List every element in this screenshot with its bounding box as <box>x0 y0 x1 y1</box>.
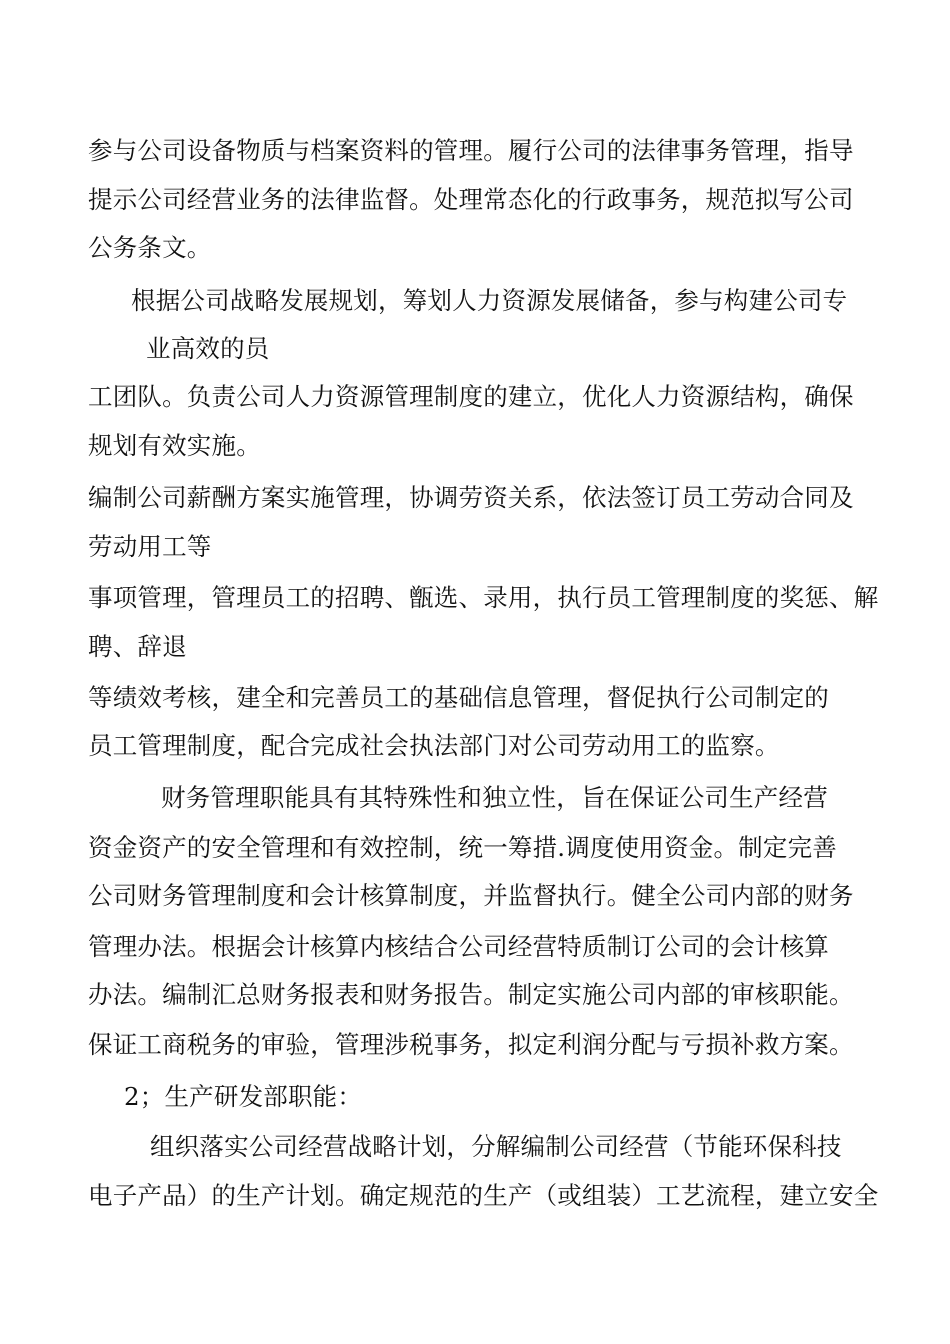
text-line: 等绩效考核，建全和完善员工的基础信息管理，督促执行公司制定的 <box>88 683 829 712</box>
text-line: 员工管理制度，配合完成社会执法部门对公司劳动用工的监察。 <box>88 731 780 760</box>
text-line: 公务条文。 <box>88 233 212 262</box>
text-line: 聘、辞退 <box>88 632 187 661</box>
text-line: 事项管理，管理员工的招聘、甑选、录用，执行员工管理制度的奖惩、解 <box>88 583 879 612</box>
text-line: 财务管理职能具有其特殊性和独立性，旨在保证公司生产经营 <box>161 783 828 812</box>
text-line: 管理办法。根据会计核算内核结合公司经营特质制订公司的会计核算 <box>88 932 829 961</box>
section-heading: 2；生产研发部职能： <box>124 1082 363 1111</box>
text-line: 组织落实公司经营战略计划，分解编制公司经营（节能环保科技 <box>150 1132 842 1161</box>
text-line: 办法。编制汇总财务报表和财务报告。制定实施公司内部的审核职能。 <box>88 980 854 1009</box>
text-line: 公司财务管理制度和会计核算制度，并监督执行。健全公司内部的财务 <box>88 881 854 910</box>
text-line: 提示公司经营业务的法律监督。处理常态化的行政事务，规范拟写公司 <box>88 185 854 214</box>
text-line: 参与公司设备物质与档案资料的管理。履行公司的法律事务管理，指导 <box>88 136 854 165</box>
text-line: 根据公司战略发展规划，筹划人力资源发展储备，参与构建公司专 <box>131 286 848 315</box>
text-line: 规划有效实施。 <box>88 431 261 460</box>
text-line: 电子产品）的生产计划。确定规范的生产（或组装）工艺流程，建立安全 <box>88 1181 879 1210</box>
text-line: 保证工商税务的审验，管理涉税事务，拟定利润分配与亏损补救方案。 <box>88 1030 854 1059</box>
text-line: 工团队。负责公司人力资源管理制度的建立，优化人力资源结构，确保 <box>88 382 854 411</box>
text-line: 资金资产的安全管理和有效控制，统一筹措.调度使用资金。制定完善 <box>88 833 837 862</box>
text-line: 业高效的员 <box>146 334 270 363</box>
text-line: 编制公司薪酬方案实施管理，协调劳资关系，依法签订员工劳动合同及 <box>88 483 854 512</box>
text-line: 劳动用工等 <box>88 532 212 561</box>
